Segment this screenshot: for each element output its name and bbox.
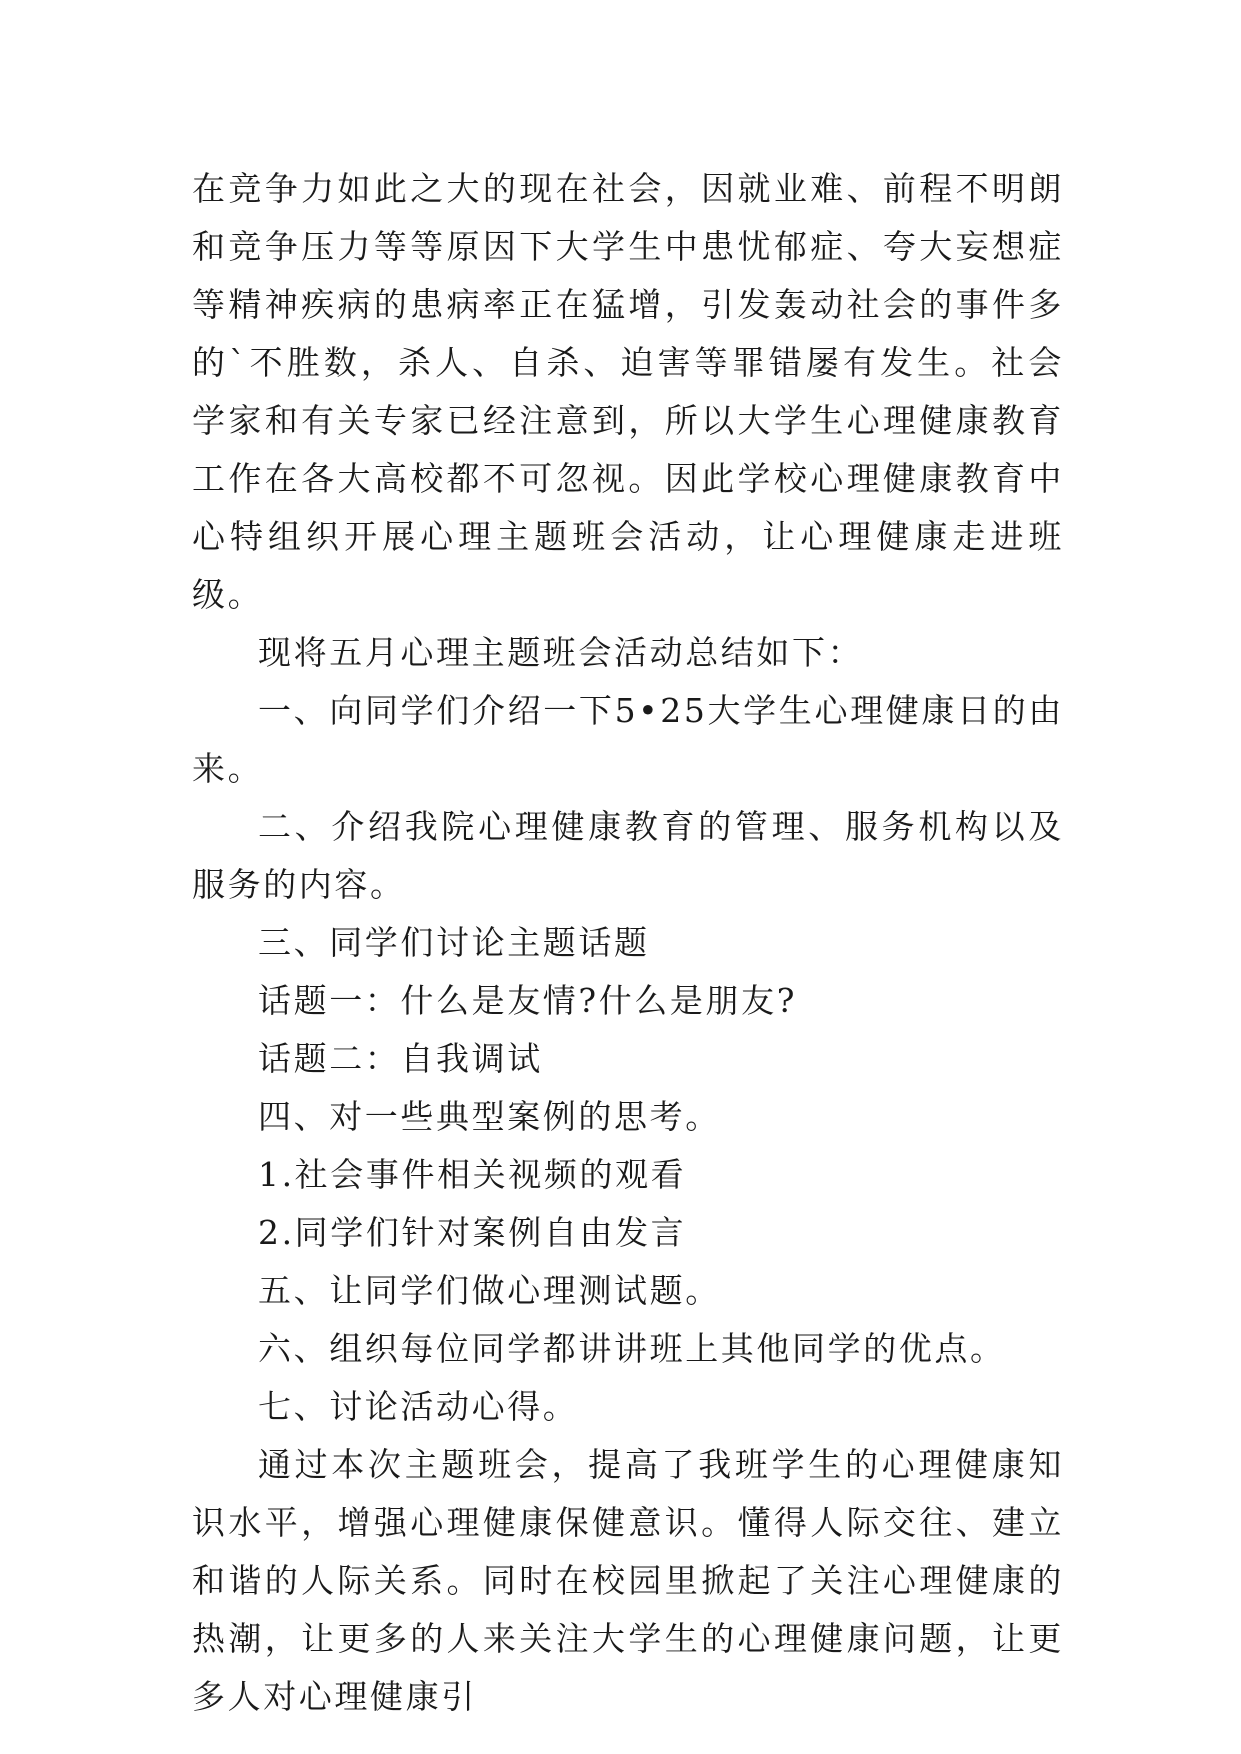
paragraph-topic-1: 话题一：什么是友情?什么是朋友? (258, 981, 797, 1020)
paragraph-subitem-2: 2.同学们针对案例自由发言 (258, 1213, 687, 1252)
paragraph-item-4: 四、对一些典型案例的思考。 (258, 1097, 721, 1136)
paragraph-subitem-1: 1.社会事件相关视频的观看 (258, 1155, 687, 1194)
document-body (192, 160, 1064, 1726)
paragraph-summary-lead: 现将五月心理主题班会活动总结如下： (258, 633, 864, 672)
paragraph-item-1: 一、向同学们介绍一下5•25大学生心理健康日的由来。 (192, 691, 1064, 788)
paragraph-topic-2: 话题二：自我调试 (258, 1039, 543, 1078)
paragraph-item-2: 二、介绍我院心理健康教育的管理、服务机构以及服务的内容。 (192, 807, 1064, 904)
paragraph-item-7: 七、讨论活动心得。 (258, 1387, 579, 1426)
paragraph-conclusion: 通过本次主题班会，提高了我班学生的心理健康知识水平，增强心理健康保健意识。懂得人际交往、建立和谐的人际关系。同时在校园里掀起了关注心理健康的热潮，让更多的人来关注大学生的心理健康问题，让更多人对心理健康引 (192, 1445, 1064, 1716)
paragraph-item-5: 五、让同学们做心理测试题。 (258, 1271, 721, 1310)
paragraph-item-3: 三、同学们讨论主题话题 (258, 923, 650, 962)
paragraph-item-6: 六、组织每位同学都讲讲班上其他同学的优点。 (258, 1329, 1006, 1368)
paragraph-intro: 在竞争力如此之大的现在社会，因就业难、前程不明朗和竞争压力等等原因下大学生中患忧郁症、夸大妄想症等精神疾病的患病率正在猛增，引发轰动社会的事件多的`不胜数，杀人、自杀、迫害等罪错屡有发生。社会学家和有关专家已经注意到，所以大学生心理健康教育工作在各大高校都不可忽视。因此学校心理健康教育中心特组织开展心理主题班会活动，让心理健康走进班级。 (192, 169, 1064, 614)
